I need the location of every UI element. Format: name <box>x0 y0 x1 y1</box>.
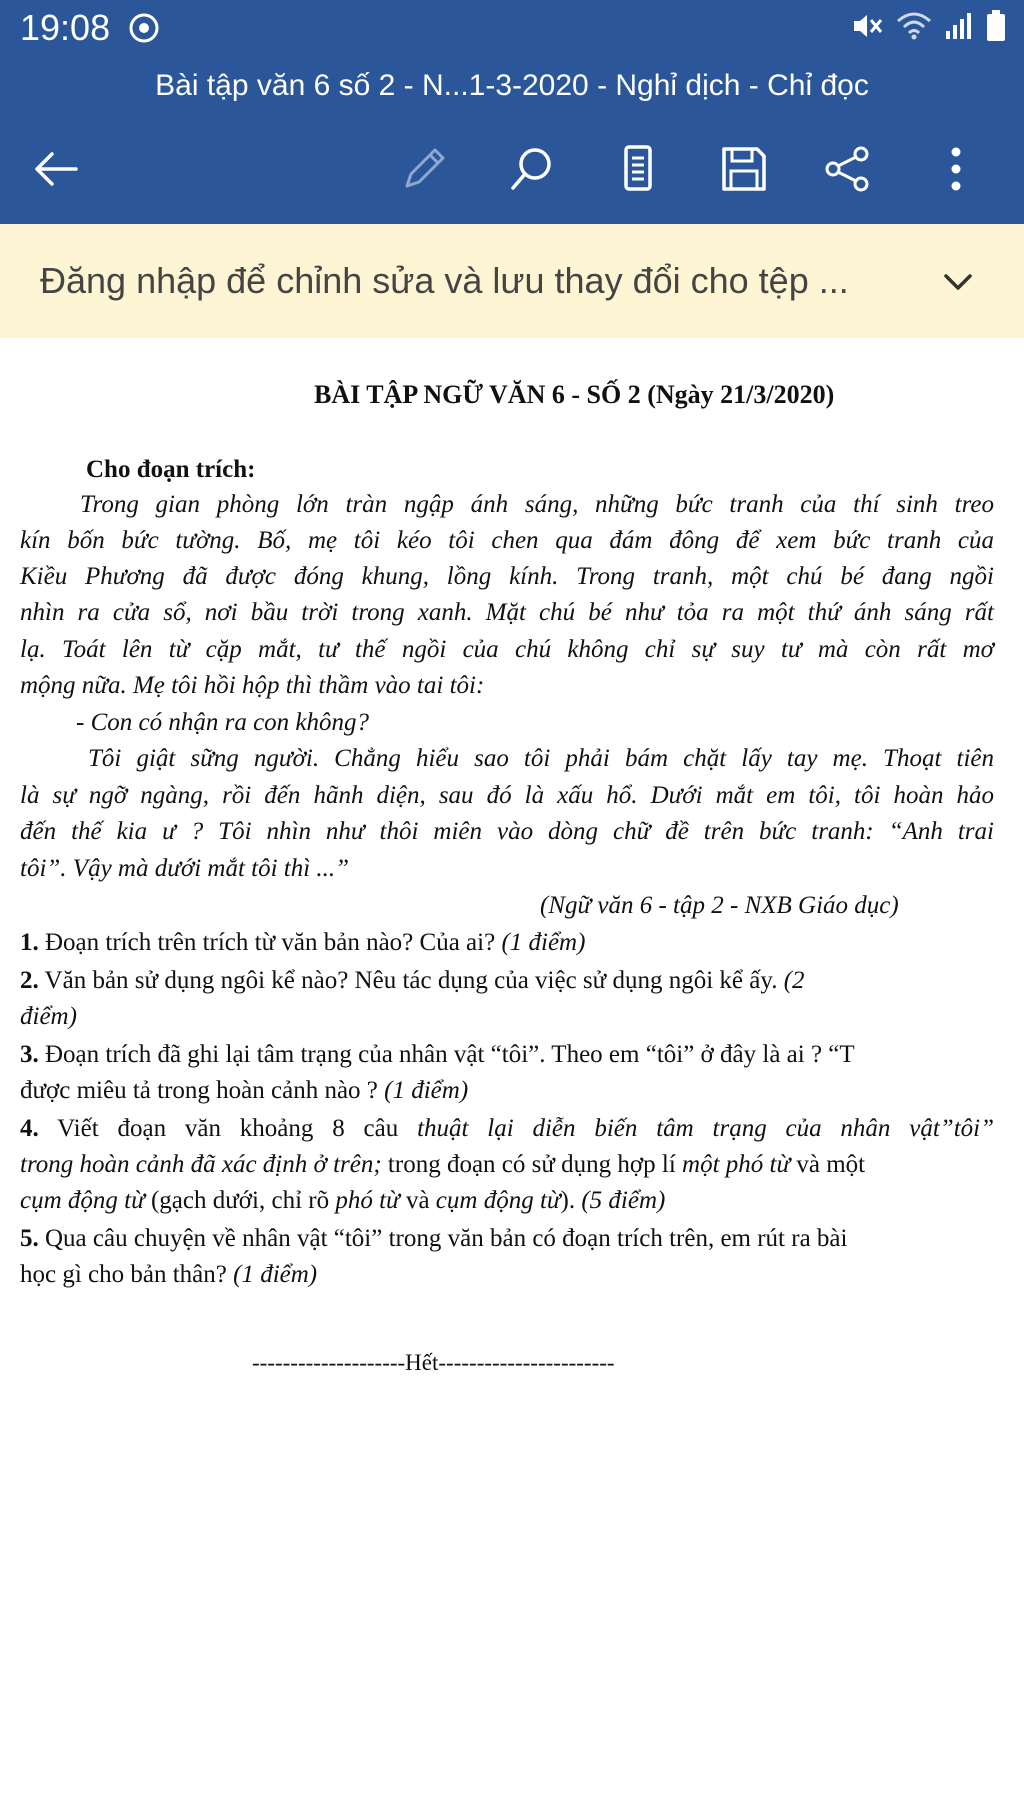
question-text: thuật lại diễn biến tâm trạng của nhân vật”tôi” <box>417 1115 994 1142</box>
question-text: phó từ <box>335 1187 400 1214</box>
question-points: (2 <box>783 967 805 994</box>
search-icon[interactable] <box>504 141 560 197</box>
question-text: một phó từ <box>682 1151 791 1178</box>
question-number: 3. <box>20 1041 39 1068</box>
question-text: ). <box>560 1187 582 1214</box>
question-3-cont <box>20 1076 468 1106</box>
excerpt-line: là sự ngỡ ngàng, rồi đến hãnh diện, sau đó là xấu hổ. Dưới mắt em tôi, tôi hoàn hảo <box>20 782 994 809</box>
excerpt-line: Tôi giật sững người. Chẳng hiểu sao tôi phải bám chặt lấy tay mẹ. Thoạt tiên <box>88 745 994 772</box>
question-4-cont <box>20 1150 865 1180</box>
question-number: 4. <box>20 1115 39 1142</box>
question-points: (1 điểm) <box>233 1261 318 1288</box>
question-text: Văn bản sử dụng ngôi kể nào? Nêu tác dụng của việc sử dụng ngôi kể ấy. <box>38 967 784 994</box>
question-text: trong hoàn cảnh đã xác định ở trên; <box>20 1151 382 1178</box>
battery-icon <box>986 10 1006 42</box>
question-5 <box>20 1224 847 1254</box>
question-points: (1 điểm) <box>501 929 586 956</box>
share-icon[interactable] <box>820 141 876 197</box>
question-text: Viết đoạn văn khoảng 8 câu <box>38 1115 418 1142</box>
status-bar <box>0 0 1024 58</box>
reading-view-icon[interactable] <box>610 141 666 197</box>
save-icon[interactable] <box>716 141 772 197</box>
question-text: Đoạn trích đã ghi lại tâm trạng của nhân vật “tôi”. Theo em “tôi” ở đây là ai ? “T <box>38 1041 855 1068</box>
document-page <box>0 338 1024 1820</box>
question-number: 5. <box>20 1225 39 1252</box>
question-number: 2. <box>20 967 39 994</box>
question-text: cụm động từ <box>20 1187 145 1214</box>
question-3 <box>20 1040 855 1070</box>
question-text: và một <box>790 1151 866 1178</box>
excerpt-label: Cho đoạn trích: <box>86 456 256 483</box>
chevron-down-icon[interactable] <box>936 260 980 304</box>
excerpt-source: (Ngữ văn 6 - tập 2 - NXB Giáo dục) <box>540 892 899 919</box>
question-number: 1. <box>20 929 39 956</box>
question-text: Đoạn trích trên trích từ văn bản nào? Của ai? <box>38 929 502 956</box>
wifi-icon <box>896 11 932 41</box>
status-time: 19:08 <box>20 7 111 48</box>
question-5-cont <box>20 1260 317 1290</box>
question-text: được miêu tả trong hoàn cảnh nào ? <box>20 1077 385 1104</box>
excerpt-line: lạ. Toát lên từ cặp mắt, tư thế ngồi của chú không chỉ sự suy tư mà còn rất mơ <box>20 636 994 663</box>
question-text: học gì cho bản thân? <box>20 1261 234 1288</box>
more-icon[interactable] <box>928 141 984 197</box>
back-arrow-icon[interactable] <box>28 141 84 197</box>
question-points: (5 điểm) <box>581 1187 666 1214</box>
question-text: (gạch dưới, chỉ rõ <box>144 1187 336 1214</box>
pencil-icon[interactable] <box>396 141 452 197</box>
mute-icon <box>850 11 884 41</box>
excerpt-line: đến thế kia ư ? Tôi nhìn như thôi miên vào dòng chữ đề trên bức tranh: “Anh trai <box>20 818 994 845</box>
question-4 <box>20 1114 994 1144</box>
end-marker: --------------------Hết----------------------- <box>252 1350 615 1375</box>
excerpt-line: nhìn ra cửa sổ, nơi bầu trời trong xanh. Mặt chú bé như tỏa ra một thứ ánh sáng rất <box>20 599 994 626</box>
question-text: Qua câu chuyện về nhân vật “tôi” trong văn bản có đoạn trích trên, em rút ra bài <box>38 1225 848 1252</box>
signal-icon <box>944 11 974 41</box>
question-text: trong đoạn có sử dụng hợp lí <box>381 1151 683 1178</box>
status-icons <box>850 10 1006 42</box>
question-4-cont <box>20 1186 665 1216</box>
excerpt-line: Kiều Phương đã được đóng khung, lồng kính. Trong tranh, một chú bé đang ngồi <box>20 563 994 590</box>
question-points: (1 điểm) <box>384 1077 469 1104</box>
question-text: cụm động từ <box>435 1187 561 1214</box>
question-text: và <box>399 1187 436 1214</box>
banner-text: Đăng nhập để chỉnh sửa và lưu thay đổi cho tệp ... <box>40 260 849 301</box>
excerpt-line: tôi”. Vậy mà dưới mắt tôi thì ...” <box>20 855 350 882</box>
sign-in-banner[interactable] <box>0 224 1024 339</box>
question-1 <box>20 928 585 958</box>
toolbar <box>0 114 1024 224</box>
excerpt-line: mộng nữa. Mẹ tôi hồi hộp thì thầm vào tai tôi: <box>20 672 485 699</box>
excerpt-line: - Con có nhận ra con không? <box>76 709 370 736</box>
question-2 <box>20 966 805 996</box>
excerpt-line: kín bốn bức tường. Bố, mẹ tôi kéo tôi chen qua đám đông để xem bức tranh của <box>20 527 994 554</box>
settings-icon <box>128 12 160 44</box>
excerpt-line: Trong gian phòng lớn tràn ngập ánh sáng, những bức tranh của thí sinh treo <box>80 491 994 518</box>
document-heading: BÀI TẬP NGỮ VĂN 6 - SỐ 2 (Ngày 21/3/2020) <box>314 380 835 409</box>
document-title-bar: Bài tập văn 6 số 2 - N...1-3-2020 - Nghỉ dịch - Chỉ đọc <box>0 58 1024 114</box>
question-2-cont: điểm) <box>20 1003 77 1030</box>
